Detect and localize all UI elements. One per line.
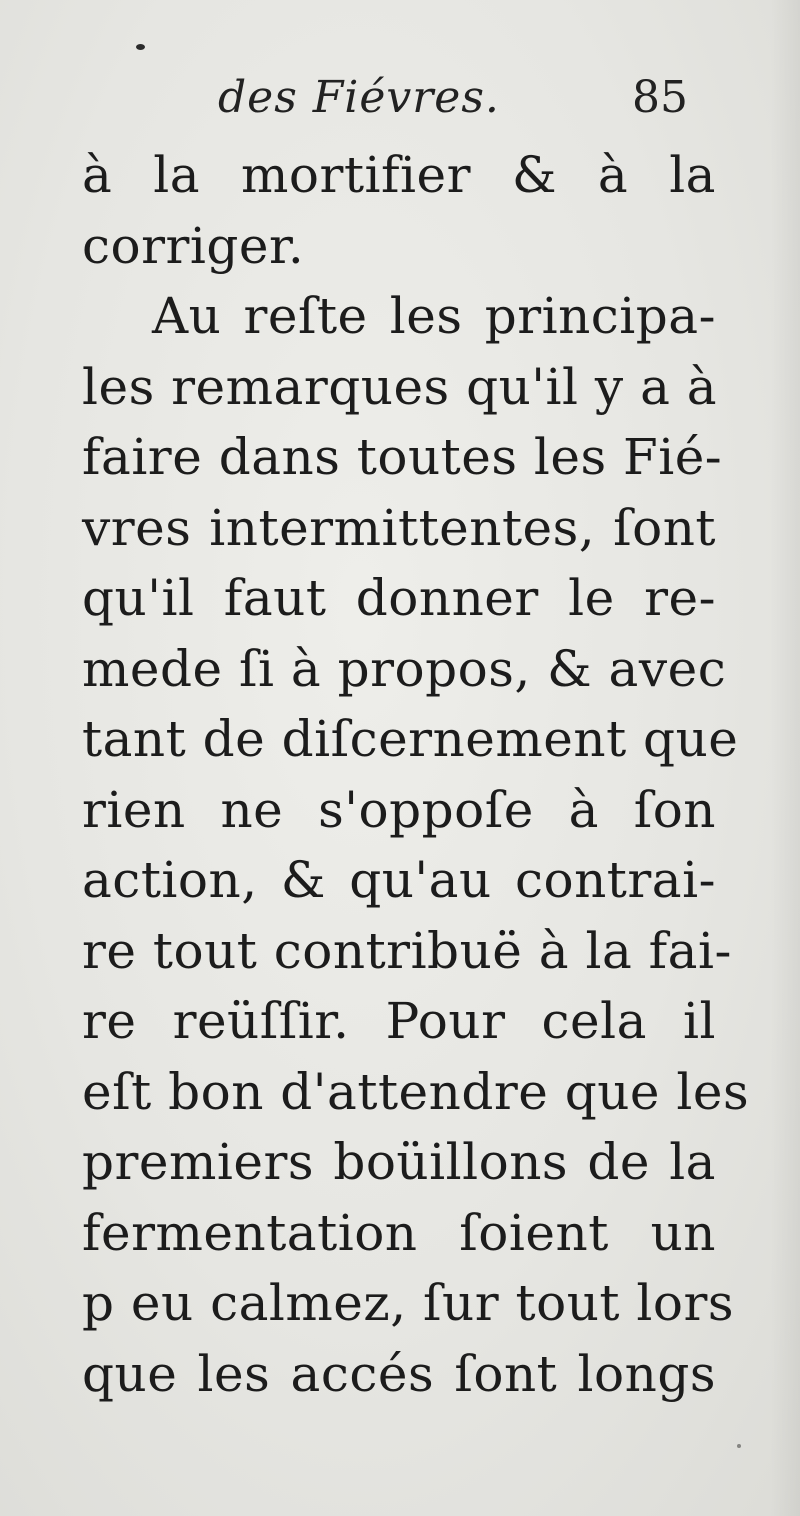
text-line: à la mortifier & à la xyxy=(82,146,716,204)
page-number: 85 xyxy=(632,72,688,123)
body-text xyxy=(82,140,750,1409)
text-line: fermentation ſoient un xyxy=(82,1203,716,1262)
text-line: qu'il faut donner le re- xyxy=(82,569,716,627)
text-line: vres intermittentes, ſont xyxy=(82,498,716,557)
text-line: tant de diſcernement que xyxy=(82,710,739,768)
text-line: re tout contribuë à la fai- xyxy=(82,921,732,980)
ink-speck xyxy=(136,44,145,50)
text-line: les remarques qu'il y a à xyxy=(82,357,718,416)
text-line: p eu calmez, ſur tout lors xyxy=(82,1274,735,1332)
text-line: premiers boüillons de la xyxy=(82,1133,716,1191)
text-line: eſt bon d'attendre que les xyxy=(82,1062,750,1121)
page-edge-shadow xyxy=(770,0,800,1516)
page-header xyxy=(218,72,688,142)
text-line: faire dans toutes les Fié- xyxy=(82,428,723,486)
ink-speck xyxy=(737,1444,741,1448)
running-head: des Fiévres. xyxy=(218,72,500,123)
text-line: mede ſi à propos, & avec xyxy=(82,639,727,698)
text-line: corriger. xyxy=(82,216,305,275)
text-line: rien ne s'oppoſe à ſon xyxy=(82,780,716,839)
text-line: re reüſſir. Pour cela il xyxy=(82,992,716,1050)
text-line: action, & qu'au contrai- xyxy=(82,851,716,909)
paragraph-first-line: Au reſte les principa- xyxy=(152,287,716,345)
text-line: que les accés ſont longs xyxy=(82,1344,716,1403)
